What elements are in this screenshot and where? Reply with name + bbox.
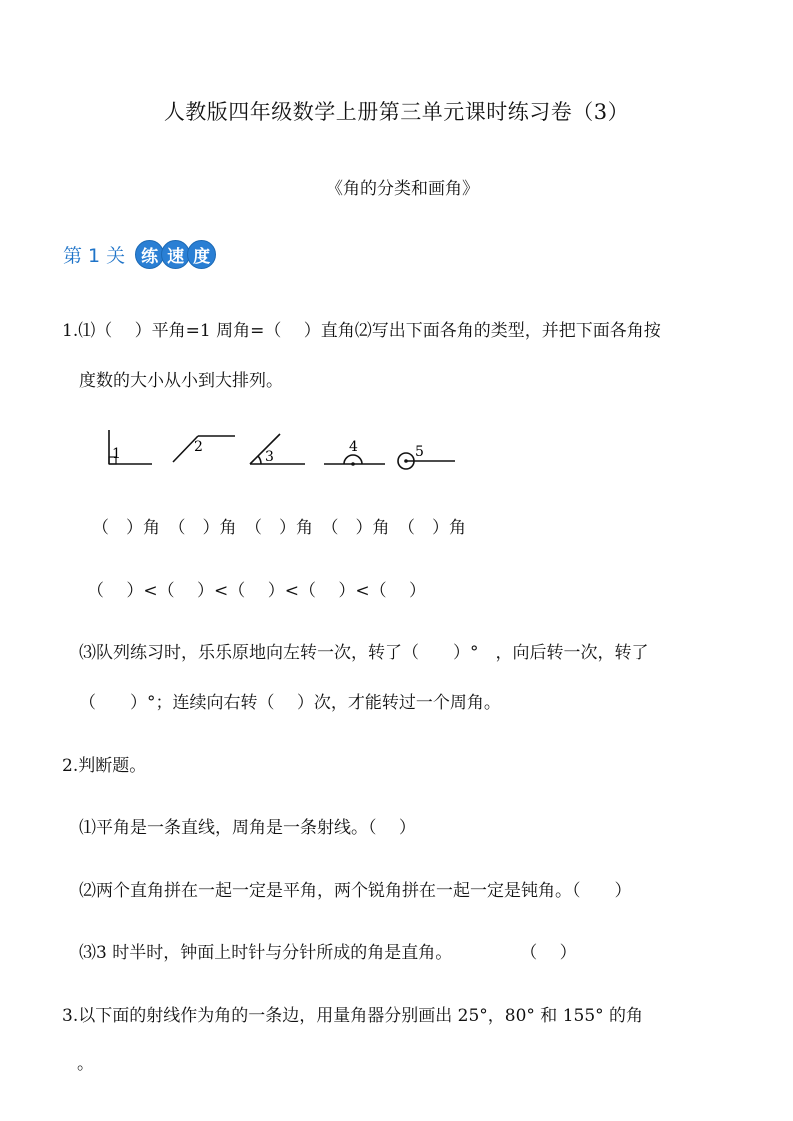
q2-title: 2.判断题。 bbox=[62, 756, 147, 776]
q1-line1: 1.⑴（ ）平角=1 周角=（ ）直角⑵写出下面各角的类型，并把下面各角按 bbox=[62, 321, 661, 341]
angle-4 bbox=[324, 455, 385, 464]
angle-figures bbox=[95, 420, 475, 480]
angle-3 bbox=[250, 434, 305, 464]
q2-item-2: ⑵两个直角拼在一起一定是平角，两个锐角拼在一起一定是钝角。（ ） bbox=[79, 881, 632, 901]
q1-type-blanks: （ ）角 （ ）角 （ ）角 （ ）角 （ ）角 bbox=[92, 518, 466, 538]
q1-line2: 度数的大小从小到大排列。 bbox=[79, 371, 283, 391]
angle-label-1: 1 bbox=[112, 446, 121, 462]
speed-badge bbox=[135, 240, 213, 269]
angle-label-3: 3 bbox=[265, 449, 274, 465]
level-label: 第 1 关 bbox=[63, 245, 126, 267]
q1-part3-line1: ⑶队列练习时，乐乐原地向左转一次，转了（ ）° ，向后转一次，转了 bbox=[79, 643, 649, 663]
badge-char-3: 度 bbox=[187, 240, 216, 269]
angle-4-vertex bbox=[351, 462, 355, 466]
q1-order-blanks: （ ）<（ ）<（ ）<（ ）<（ ） bbox=[87, 581, 426, 601]
badge-char-2: 速 bbox=[161, 240, 190, 269]
q3-line2: 。 bbox=[77, 1054, 94, 1074]
angle-label-4: 4 bbox=[349, 439, 358, 455]
q2-item-1: ⑴平角是一条直线，周角是一条射线。（ ） bbox=[79, 818, 416, 838]
angle-label-5: 5 bbox=[415, 444, 424, 460]
page-subtitle: 《角的分类和画角》 bbox=[326, 179, 479, 199]
level-header bbox=[63, 240, 213, 269]
badge-char-1: 练 bbox=[135, 240, 164, 269]
page-title: 人教版四年级数学上册第三单元课时练习卷（3） bbox=[163, 100, 630, 124]
angle-label-2: 2 bbox=[194, 439, 203, 455]
angle-5-vertex bbox=[404, 459, 408, 463]
angle-2 bbox=[173, 436, 235, 462]
q2-item-3: ⑶3 时半时，钟面上时针与分针所成的角是直角。 （ ） bbox=[79, 943, 577, 963]
q1-part3-line2: （ ）°；连续向右转（ ）次，才能转过一个周角。 bbox=[79, 693, 501, 713]
q3-line1: 3.以下面的射线作为角的一条边，用量角器分别画出 25°，80° 和 155° 的角 bbox=[62, 1006, 644, 1026]
